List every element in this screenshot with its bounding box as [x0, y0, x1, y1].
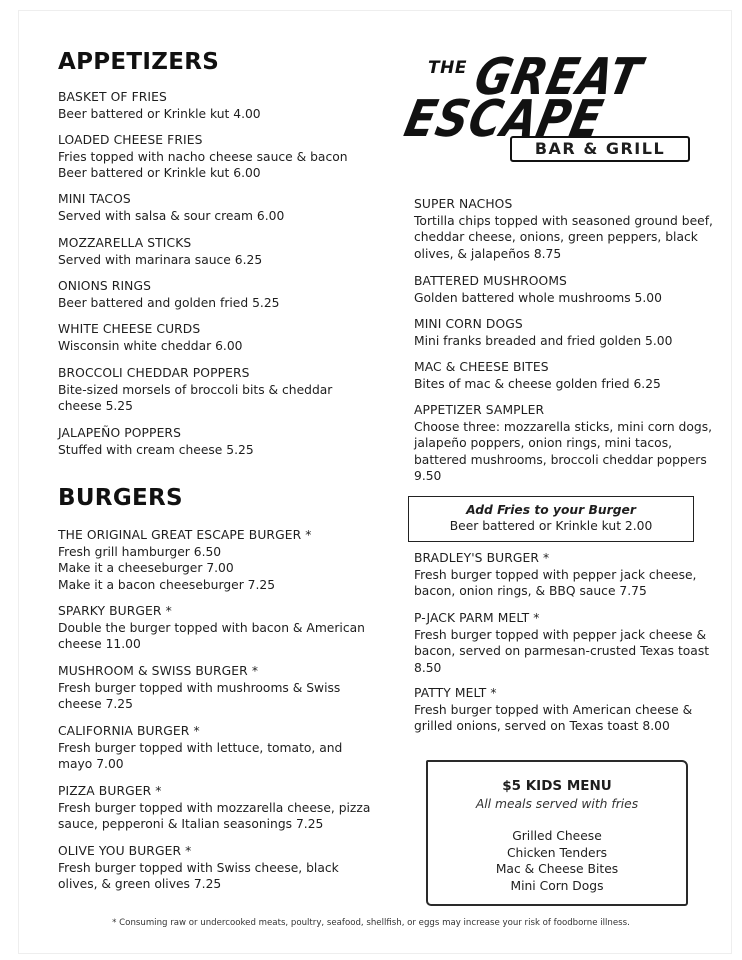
item-description: Served with marinara sauce 6.25: [58, 252, 263, 267]
item-name: SPARKY BURGER *: [58, 604, 172, 618]
logo-great: GREAT: [469, 48, 647, 107]
menu-item: [414, 610, 709, 676]
item-description: Bite-sized morsels of broccoli bits & cheddar cheese 5.25: [58, 382, 333, 413]
menu-item: [414, 359, 661, 392]
item-description: Fries topped with nacho cheese sauce & bacon Beer battered or Krinkle kut 6.00: [58, 149, 348, 180]
logo-the: THE: [428, 58, 467, 78]
menu-item: [58, 723, 342, 773]
logo-escape: ESCAPE: [399, 90, 609, 149]
add-fries-text: Beer battered or Krinkle kut 2.00: [449, 519, 653, 533]
item-description: Fresh burger topped with mozzarella cheese, pizza sauce, pepperoni & Italian seasonings 7.25: [58, 800, 371, 831]
item-name: OLIVE YOU BURGER *: [58, 844, 192, 858]
item-description: Beer battered and golden fried 5.25: [58, 295, 280, 310]
menu-item: [58, 843, 339, 893]
menu-item: [414, 196, 713, 262]
item-name: SUPER NACHOS: [414, 197, 513, 211]
menu-item: [58, 527, 311, 593]
item-description: Tortilla chips topped with seasoned ground beef, cheddar cheese, onions, green peppers, black olives, & jalapeños 8.75: [414, 213, 713, 261]
item-name: MAC & CHEESE BITES: [414, 360, 549, 374]
item-name: BASKET OF FRIES: [58, 90, 167, 104]
item-description: Fresh burger topped with lettuce, tomato, and mayo 7.00: [58, 740, 343, 771]
menu-item: [58, 235, 262, 268]
menu-item: [58, 663, 340, 713]
menu-item: [58, 603, 365, 653]
item-description: Fresh burger topped with pepper jack cheese, bacon, onion rings, & BBQ sauce 7.75: [414, 567, 697, 598]
item-name: P-JACK PARM MELT *: [414, 611, 540, 625]
item-name: BROCCOLI CHEDDAR POPPERS: [58, 366, 250, 380]
kids-menu-item: Mac & Cheese Bites: [495, 862, 619, 876]
item-description: Golden battered whole mushrooms 5.00: [414, 290, 662, 305]
item-name: MINI TACOS: [58, 192, 131, 206]
item-description: Wisconsin white cheddar 6.00: [58, 338, 243, 353]
item-name: WHITE CHEESE CURDS: [58, 322, 201, 336]
kids-menu-title: $5 KIDS MENU: [502, 778, 612, 794]
item-name: BRADLEY'S BURGER *: [414, 551, 550, 565]
menu-item: [414, 316, 672, 349]
item-name: THE ORIGINAL GREAT ESCAPE BURGER *: [58, 528, 312, 542]
menu-item: [414, 550, 696, 600]
restaurant-logo: [399, 44, 698, 168]
menu-item: [58, 132, 348, 182]
item-description: Fresh burger topped with Swiss cheese, black olives, & green olives 7.25: [58, 860, 339, 891]
menu-item: [414, 402, 712, 485]
item-description: Served with salsa & sour cream 6.00: [58, 208, 285, 223]
item-description: Bites of mac & cheese golden fried 6.25: [414, 376, 661, 391]
item-description: Stuffed with cream cheese 5.25: [58, 442, 254, 457]
menu-item: [58, 365, 332, 415]
foodborne-illness-disclaimer: * Consuming raw or undercooked meats, poultry, seafood, shellfish, or eggs may increase your risk of foodborne illness.: [112, 918, 630, 928]
add-fries-box: [408, 496, 694, 542]
item-description: Choose three: mozzarella sticks, mini corn dogs, jalapeño poppers, onion rings, mini tacos, battered mushrooms, broccoli cheddar poppers 9.50: [414, 419, 713, 483]
item-description: Fresh burger topped with mushrooms & Swiss cheese 7.25: [58, 680, 341, 711]
item-name: MOZZARELLA STICKS: [58, 236, 192, 250]
menu-item: [414, 273, 662, 306]
kids-menu-item: Grilled Cheese: [512, 829, 602, 843]
item-name: MINI CORN DOGS: [414, 317, 523, 331]
kids-menu-subtitle: All meals served with fries: [475, 797, 639, 811]
menu-item: [58, 191, 284, 224]
item-name: BATTERED MUSHROOMS: [414, 274, 567, 288]
menu-item: [414, 685, 692, 735]
add-fries-title: Add Fries to your Burger: [466, 503, 636, 517]
item-description: Beer battered or Krinkle kut 4.00: [58, 106, 261, 121]
kids-menu-item: Mini Corn Dogs: [510, 878, 604, 893]
item-description: Double the burger topped with bacon & American cheese 11.00: [58, 620, 365, 651]
item-name: CALIFORNIA BURGER *: [58, 724, 200, 738]
item-name: JALAPEÑO POPPERS: [58, 426, 181, 440]
menu-item: [58, 89, 261, 122]
item-name: PATTY MELT *: [414, 686, 497, 700]
menu-item: [58, 783, 370, 833]
appetizers-heading: APPETIZERS: [58, 49, 220, 75]
burgers-heading: BURGERS: [58, 485, 183, 511]
menu-item: [58, 278, 279, 311]
logo-bar-grill: BAR & GRILL: [510, 136, 690, 162]
item-description: Fresh burger topped with pepper jack cheese & bacon, served on parmesan-crusted Texas toast 8.50: [414, 627, 710, 675]
item-description: Fresh burger topped with American cheese & grilled onions, served on Texas toast 8.00: [414, 702, 693, 733]
menu-item: [58, 321, 243, 354]
kids-menu-item: Chicken Tenders: [506, 845, 608, 860]
item-name: LOADED CHEESE FRIES: [58, 133, 203, 147]
item-description: Mini franks breaded and fried golden 5.00: [414, 333, 673, 348]
kids-menu-list: [428, 828, 686, 894]
item-name: PIZZA BURGER *: [58, 784, 162, 798]
item-description: Fresh grill hamburger 6.50 Make it a cheeseburger 7.00 Make it a bacon cheeseburger 7.25: [58, 544, 276, 592]
item-name: MUSHROOM & SWISS BURGER *: [58, 664, 259, 678]
menu-item: [58, 425, 254, 458]
item-name: APPETIZER SAMPLER: [414, 403, 545, 417]
kids-menu-box: [426, 760, 688, 906]
item-name: ONIONS RINGS: [58, 279, 152, 293]
